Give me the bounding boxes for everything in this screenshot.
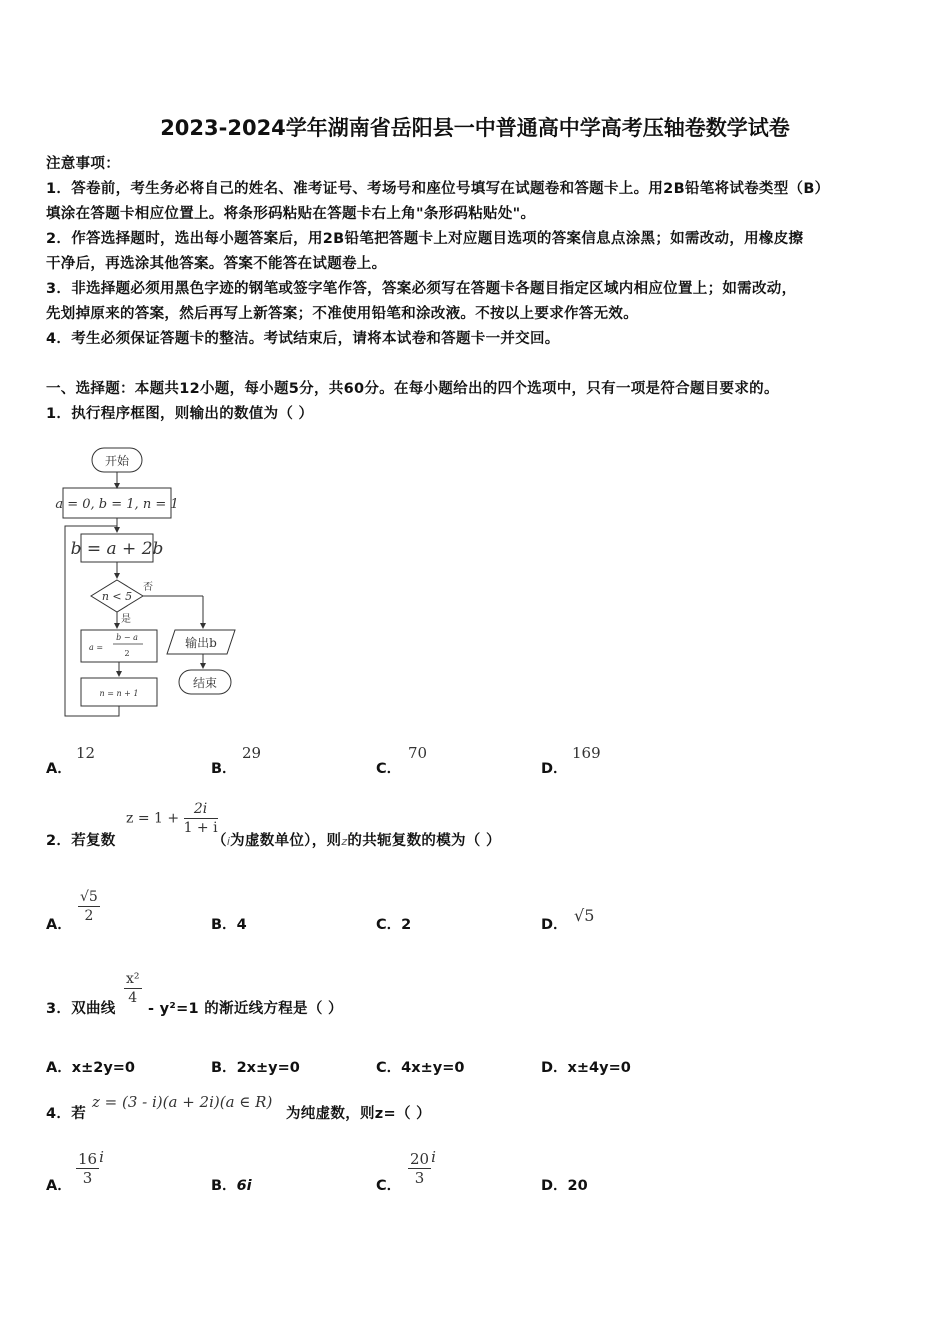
option-label: B． bbox=[211, 917, 237, 933]
q3-option-d[interactable] bbox=[541, 1056, 631, 1077]
option-label: B． bbox=[211, 1178, 237, 1194]
option-label: C． bbox=[376, 1060, 402, 1076]
question-2-formula bbox=[126, 800, 218, 837]
notice-line: 4．考生必须保证答题卡的整洁。考试结束后，请将本试卷和答题卡一并交回。 bbox=[46, 331, 560, 347]
option-value: 4 bbox=[236, 917, 247, 933]
option-label: A． bbox=[46, 761, 72, 777]
option-label: A． bbox=[46, 917, 72, 933]
q2-option-d-value: √5 bbox=[574, 906, 595, 925]
notice-line: 先划掉原来的答案，然后再写上新答案；不准使用铅笔和涂改液。不按以上要求作答无效。 bbox=[46, 306, 638, 322]
question-2-tail: 的共轭复数的模为（ ） bbox=[347, 833, 501, 849]
option-value: 2 bbox=[401, 917, 412, 933]
option-label: D． bbox=[541, 761, 568, 777]
option-label: D． bbox=[541, 917, 568, 933]
q3-option-c[interactable] bbox=[376, 1056, 464, 1077]
q1-option-c[interactable] bbox=[376, 757, 401, 778]
formula-numerator: 2i bbox=[184, 800, 218, 819]
option-value: 2x±y=0 bbox=[236, 1060, 300, 1076]
q4-option-a-value bbox=[76, 1148, 104, 1187]
q1-option-a[interactable] bbox=[46, 757, 72, 778]
flow-start-label: 开始 bbox=[104, 454, 130, 468]
flowchart-diagram bbox=[55, 440, 255, 725]
notice-line: 干净后，再选涂其他答案。答案不能答在试题卷上。 bbox=[46, 256, 387, 272]
q2-option-d[interactable] bbox=[541, 913, 568, 934]
q3-option-a[interactable] bbox=[46, 1056, 135, 1077]
flow-yes-label: 是 bbox=[121, 614, 131, 625]
notice-heading: 注意事项： bbox=[46, 156, 120, 172]
fraction-numerator: 16 bbox=[78, 1149, 98, 1168]
flow-update-lhs: a = bbox=[89, 643, 104, 652]
formula-lhs: z = 1 + bbox=[126, 810, 180, 827]
z-symbol: z bbox=[341, 835, 348, 848]
option-label: B． bbox=[211, 1060, 237, 1076]
q4-option-b[interactable] bbox=[211, 1174, 252, 1195]
notice-line: 3．非选择题必须用黑色字迹的钢笔或签字笔作答，答案必须写在答题卡各题目指定区域内相应位置上；如需改动， bbox=[46, 281, 797, 297]
option-label: D． bbox=[541, 1178, 568, 1194]
fraction-numerator: x² bbox=[126, 971, 140, 987]
question-2-suffix bbox=[212, 829, 501, 850]
q2-option-b[interactable] bbox=[211, 913, 247, 934]
i-symbol: i bbox=[226, 835, 231, 848]
flow-end-label: 结束 bbox=[192, 676, 218, 690]
option-value: 4x±y=0 bbox=[401, 1060, 465, 1076]
notice-line: 1．答卷前，考生务必将自己的姓名、准考证号、考场号和座位号填写在试题卷和答题卡上。用2B铅笔将试卷类型（B） bbox=[46, 181, 830, 197]
flow-init-label: a = 0, b = 1, n = 1 bbox=[55, 497, 179, 512]
question-3-fraction bbox=[124, 970, 142, 1007]
flow-condition-label: n < 5 bbox=[101, 590, 133, 603]
question-3-suffix: - y²=1 的渐近线方程是（ ） bbox=[148, 1001, 343, 1017]
fraction-denominator: 3 bbox=[414, 1168, 425, 1187]
option-value: 6i bbox=[236, 1178, 252, 1194]
option-label: D． bbox=[541, 1060, 568, 1076]
flow-update-den: 2 bbox=[124, 649, 130, 658]
notice-line: 填涂在答题卡相应位置上。将条形码粘贴在答题卡右上角"条形码粘贴处"。 bbox=[46, 206, 536, 222]
q1-option-d-value: 169 bbox=[572, 744, 601, 762]
imaginary-unit: i bbox=[99, 1148, 104, 1166]
option-label: C． bbox=[376, 1178, 402, 1194]
option-label: C． bbox=[376, 761, 402, 777]
q4-option-c-value bbox=[408, 1148, 436, 1187]
option-value: 20 bbox=[567, 1178, 588, 1194]
question-4-prefix: 4．若 bbox=[46, 1106, 86, 1122]
fraction-denominator: 3 bbox=[82, 1168, 93, 1187]
notice-line: 2．作答选择题时，选出每小题答案后，用2B铅笔把答题卡上对应题目选项的答案信息点涂黑；如需改动，用橡皮擦 bbox=[46, 231, 804, 247]
option-value: x±2y=0 bbox=[71, 1060, 136, 1076]
fraction-denominator: 4 bbox=[128, 990, 138, 1006]
q1-option-b[interactable] bbox=[211, 757, 237, 778]
fraction-denominator: 2 bbox=[84, 908, 94, 924]
section-heading: 一、选择题：本题共12小题，每小题5分，共60分。在每小题给出的四个选项中，只有一项是符合题目要求的。 bbox=[46, 381, 779, 397]
fraction-numerator: √5 bbox=[80, 889, 98, 905]
imaginary-unit: i bbox=[431, 1148, 436, 1166]
page-title: 2023-2024学年湖南省岳阳县一中普通高中学高考压轴卷数学试卷 bbox=[160, 116, 790, 140]
q2-option-a-value bbox=[78, 888, 100, 925]
flow-update-num: b − a bbox=[116, 633, 138, 642]
flow-assign-label: b = a + 2b bbox=[70, 539, 164, 559]
question-2-prefix: 2．若复数 bbox=[46, 833, 116, 849]
open-paren: （ bbox=[212, 833, 227, 849]
q4-option-a[interactable] bbox=[46, 1174, 72, 1195]
option-label: C． bbox=[376, 917, 402, 933]
q1-option-d[interactable] bbox=[541, 757, 568, 778]
option-label: A． bbox=[46, 1178, 72, 1194]
q3-option-b[interactable] bbox=[211, 1056, 300, 1077]
q2-option-c[interactable] bbox=[376, 913, 411, 934]
formula-denominator: 1 + i bbox=[183, 820, 218, 836]
q4-option-c[interactable] bbox=[376, 1174, 401, 1195]
question-2-mid: 为虚数单位），则 bbox=[230, 833, 342, 849]
q1-option-b-value: 29 bbox=[242, 744, 262, 762]
question-4-formula: z = (3 - i)(a + 2i)(a ∈ R) bbox=[92, 1093, 273, 1111]
option-label: B． bbox=[211, 761, 237, 777]
question-4-suffix: 为纯虚数，则z=（ ） bbox=[286, 1106, 431, 1122]
question-3-prefix: 3．双曲线 bbox=[46, 1001, 116, 1017]
flow-no-label: 否 bbox=[143, 582, 153, 593]
flow-output-label: 输出b bbox=[185, 636, 217, 650]
q2-option-a[interactable] bbox=[46, 913, 72, 934]
option-value: x±4y=0 bbox=[567, 1060, 631, 1076]
flow-increment-label: n = n + 1 bbox=[99, 689, 139, 698]
option-label: A． bbox=[46, 1060, 72, 1076]
q1-option-a-value: 12 bbox=[76, 744, 96, 762]
q4-option-d[interactable] bbox=[541, 1174, 588, 1195]
question-1-stem: 1．执行程序框图，则输出的数值为（ ） bbox=[46, 406, 314, 422]
fraction-numerator: 20 bbox=[410, 1149, 430, 1168]
q1-option-c-value: 70 bbox=[408, 744, 428, 762]
